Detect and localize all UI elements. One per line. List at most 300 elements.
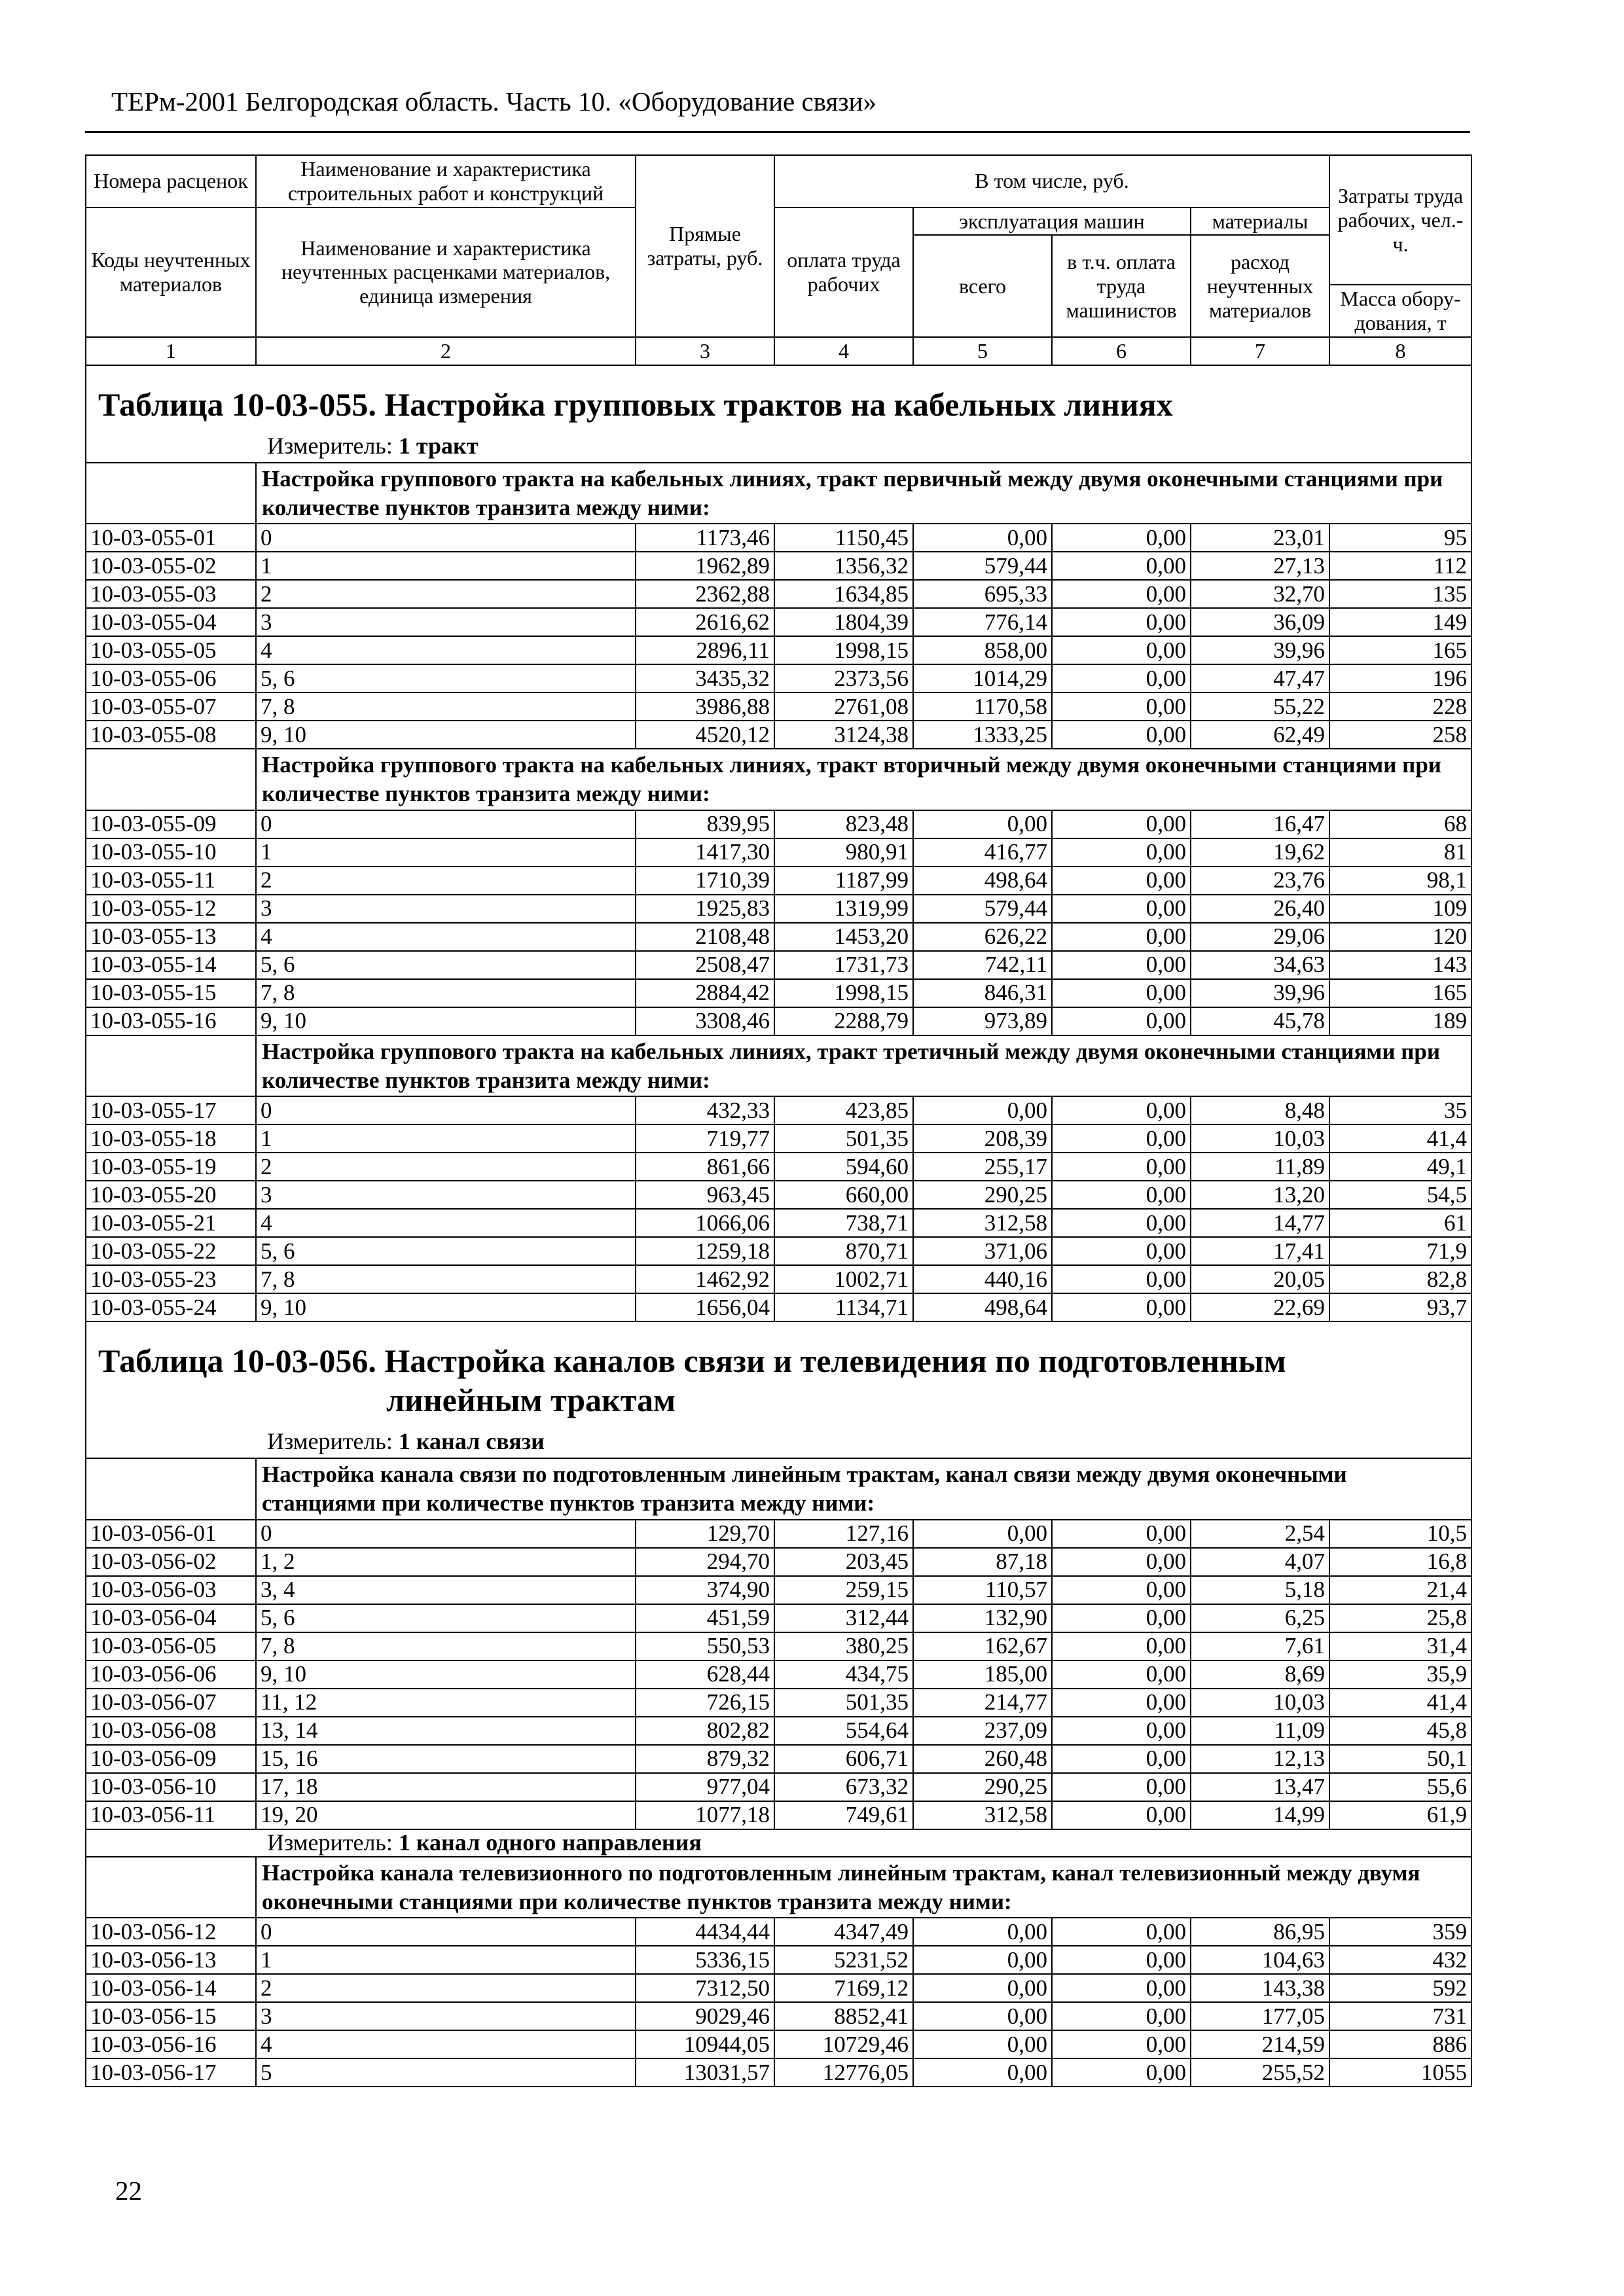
cell-machines-total: 579,44 bbox=[913, 895, 1052, 923]
table-title-line2: линейным трактам bbox=[386, 1382, 676, 1419]
cell-materials: 14,77 bbox=[1191, 1209, 1329, 1237]
section-heading: Настройка группового тракта на кабельных линиях, тракт вторичный между двумя оконечными станциями при количестве пунктов транзита между ними: bbox=[256, 749, 1471, 810]
col3-header: Прямые затраты, руб. bbox=[636, 155, 774, 337]
cell-materials: 13,47 bbox=[1191, 1773, 1329, 1801]
cell-machinist-pay: 0,00 bbox=[1052, 1153, 1191, 1181]
cell-materials: 47,47 bbox=[1191, 664, 1329, 692]
cell-direct-costs: 977,04 bbox=[636, 1773, 774, 1801]
cell-machines-total: 579,44 bbox=[913, 552, 1052, 580]
cell-machinist-pay: 0,00 bbox=[1052, 1007, 1191, 1035]
cell-rate-code: 10-03-056-14 bbox=[86, 1974, 256, 2002]
cell-labor-pay: 1319,99 bbox=[774, 895, 913, 923]
cell-labor-pay: 127,16 bbox=[774, 1520, 913, 1548]
cell-rate-code: 10-03-055-09 bbox=[86, 810, 256, 838]
cell-rate-code: 10-03-055-01 bbox=[86, 524, 256, 552]
section-heading: Настройка группового тракта на кабельных линиях, тракт третичный между двумя оконечными станциями при количестве пунктов транзита между ними: bbox=[256, 1035, 1471, 1097]
cell-machinist-pay: 0,00 bbox=[1052, 810, 1191, 838]
col2-header-top: Наименование и характеристика строительных работ и конструкций bbox=[256, 155, 636, 207]
col1-header-bottom: Коды неучтенных материалов bbox=[86, 207, 256, 337]
cell-rate-code: 10-03-055-08 bbox=[86, 721, 256, 749]
table-row bbox=[86, 1689, 1471, 1717]
cell-rate-code: 10-03-055-12 bbox=[86, 895, 256, 923]
cell-materials: 39,96 bbox=[1191, 636, 1329, 664]
cell-labor-pay: 673,32 bbox=[774, 1773, 913, 1801]
measure-value: 1 тракт bbox=[398, 432, 478, 459]
cell-labor-pay: 380,25 bbox=[774, 1632, 913, 1660]
cell-materials: 7,61 bbox=[1191, 1632, 1329, 1660]
section-heading: Настройка канала связи по подготовленным линейным трактам, канал связи между двумя оконечными станциями при количестве пунктов транзита между ними: bbox=[256, 1458, 1471, 1520]
col6-header: в т.ч. оплата труда машинистов bbox=[1052, 235, 1191, 337]
cell-labor-pay: 7169,12 bbox=[774, 1974, 913, 2002]
cell-labor-pay: 501,35 bbox=[774, 1124, 913, 1153]
cell-labor-pay: 749,61 bbox=[774, 1801, 913, 1829]
cell-machinist-pay: 0,00 bbox=[1052, 1632, 1191, 1660]
col-number: 6 bbox=[1052, 337, 1191, 365]
cell-rate-code: 10-03-056-17 bbox=[86, 2058, 256, 2087]
cell-direct-costs: 861,66 bbox=[636, 1153, 774, 1181]
cell-labor-hours: 55,6 bbox=[1329, 1773, 1471, 1801]
cell-transit-points: 5, 6 bbox=[256, 1237, 636, 1265]
cell-direct-costs: 2884,42 bbox=[636, 979, 774, 1007]
cell-labor-hours: 41,4 bbox=[1329, 1689, 1471, 1717]
table-row bbox=[86, 1576, 1471, 1604]
table-row bbox=[86, 810, 1471, 838]
col-number: 7 bbox=[1191, 337, 1329, 365]
table-row bbox=[86, 1801, 1471, 1829]
cell-rate-code: 10-03-056-01 bbox=[86, 1520, 256, 1548]
cell-direct-costs: 4520,12 bbox=[636, 721, 774, 749]
cell-materials: 19,62 bbox=[1191, 838, 1329, 867]
cell-machines-total: 0,00 bbox=[913, 2058, 1052, 2087]
cell-transit-points: 9, 10 bbox=[256, 1007, 636, 1035]
section-blank bbox=[86, 1035, 256, 1097]
cell-labor-pay: 1356,32 bbox=[774, 552, 913, 580]
cell-direct-costs: 1962,89 bbox=[636, 552, 774, 580]
section-blank bbox=[86, 1857, 256, 1918]
cell-labor-pay: 5231,52 bbox=[774, 1946, 913, 1974]
cell-transit-points: 2 bbox=[256, 1153, 636, 1181]
table-row bbox=[86, 1520, 1471, 1548]
cell-rate-code: 10-03-056-02 bbox=[86, 1548, 256, 1576]
measure-value: 1 канал одного направления bbox=[398, 1829, 702, 1856]
cell-transit-points: 4 bbox=[256, 923, 636, 951]
cell-materials: 2,54 bbox=[1191, 1520, 1329, 1548]
cell-machinist-pay: 0,00 bbox=[1052, 524, 1191, 552]
table-row bbox=[86, 664, 1471, 692]
cell-labor-pay: 10729,46 bbox=[774, 2030, 913, 2058]
cell-labor-pay: 870,71 bbox=[774, 1237, 913, 1265]
cell-materials: 23,76 bbox=[1191, 867, 1329, 895]
cell-labor-pay: 1634,85 bbox=[774, 580, 913, 608]
section-blank bbox=[86, 749, 256, 810]
cell-machinist-pay: 0,00 bbox=[1052, 1520, 1191, 1548]
cell-labor-hours: 886 bbox=[1329, 2030, 1471, 2058]
table-row bbox=[86, 1209, 1471, 1237]
table-row bbox=[86, 1153, 1471, 1181]
cell-direct-costs: 1173,46 bbox=[636, 524, 774, 552]
cell-labor-hours: 149 bbox=[1329, 608, 1471, 636]
cell-rate-code: 10-03-056-15 bbox=[86, 2002, 256, 2030]
cell-labor-pay: 203,45 bbox=[774, 1548, 913, 1576]
cell-labor-hours: 35,9 bbox=[1329, 1660, 1471, 1689]
cell-rate-code: 10-03-055-14 bbox=[86, 951, 256, 979]
cell-labor-pay: 660,00 bbox=[774, 1181, 913, 1209]
cell-rate-code: 10-03-055-20 bbox=[86, 1181, 256, 1209]
cell-labor-pay: 980,91 bbox=[774, 838, 913, 867]
cell-rate-code: 10-03-055-06 bbox=[86, 664, 256, 692]
cell-transit-points: 2 bbox=[256, 867, 636, 895]
measure-cell bbox=[86, 424, 1471, 463]
cell-labor-hours: 135 bbox=[1329, 580, 1471, 608]
col8-header-bottom: Масса обору-дования, т bbox=[1329, 285, 1471, 337]
cell-labor-pay: 2373,56 bbox=[774, 664, 913, 692]
cell-machines-total: 742,11 bbox=[913, 951, 1052, 979]
cell-materials: 10,03 bbox=[1191, 1689, 1329, 1717]
cell-direct-costs: 1417,30 bbox=[636, 838, 774, 867]
cell-machines-total: 162,67 bbox=[913, 1632, 1052, 1660]
cell-machinist-pay: 0,00 bbox=[1052, 1209, 1191, 1237]
cell-machinist-pay: 0,00 bbox=[1052, 1265, 1191, 1293]
cell-machines-total: 290,25 bbox=[913, 1773, 1052, 1801]
table-row bbox=[86, 867, 1471, 895]
cell-labor-hours: 258 bbox=[1329, 721, 1471, 749]
cell-labor-hours: 196 bbox=[1329, 664, 1471, 692]
table-row bbox=[86, 1745, 1471, 1773]
cell-labor-pay: 2288,79 bbox=[774, 1007, 913, 1035]
cell-labor-pay: 4347,49 bbox=[774, 1918, 913, 1946]
col-number: 5 bbox=[913, 337, 1052, 365]
cell-rate-code: 10-03-055-16 bbox=[86, 1007, 256, 1035]
table-row bbox=[86, 1632, 1471, 1660]
cell-materials: 45,78 bbox=[1191, 1007, 1329, 1035]
page-number: 22 bbox=[115, 2176, 142, 2206]
table-row bbox=[86, 1604, 1471, 1632]
section-blank bbox=[86, 463, 256, 524]
cell-labor-hours: 109 bbox=[1329, 895, 1471, 923]
cell-transit-points: 17, 18 bbox=[256, 1773, 636, 1801]
cell-transit-points: 9, 10 bbox=[256, 1660, 636, 1689]
cell-transit-points: 2 bbox=[256, 1974, 636, 2002]
cell-labor-hours: 61 bbox=[1329, 1209, 1471, 1237]
cell-transit-points: 0 bbox=[256, 524, 636, 552]
table-row bbox=[86, 2058, 1471, 2087]
table-row bbox=[86, 838, 1471, 867]
table-row bbox=[86, 721, 1471, 749]
cell-labor-pay: 434,75 bbox=[774, 1660, 913, 1689]
cell-transit-points: 3 bbox=[256, 1181, 636, 1209]
cell-labor-pay: 554,64 bbox=[774, 1717, 913, 1745]
cell-transit-points: 19, 20 bbox=[256, 1801, 636, 1829]
col-number: 3 bbox=[636, 337, 774, 365]
col1-header-top: Номера расценок bbox=[86, 155, 256, 207]
cell-labor-hours: 93,7 bbox=[1329, 1293, 1471, 1321]
cell-transit-points: 0 bbox=[256, 1918, 636, 1946]
cell-machinist-pay: 0,00 bbox=[1052, 1918, 1191, 1946]
cell-transit-points: 1 bbox=[256, 838, 636, 867]
cell-machinist-pay: 0,00 bbox=[1052, 721, 1191, 749]
cell-direct-costs: 726,15 bbox=[636, 1689, 774, 1717]
table-row bbox=[86, 2030, 1471, 2058]
cell-machinist-pay: 0,00 bbox=[1052, 608, 1191, 636]
cell-machinist-pay: 0,00 bbox=[1052, 838, 1191, 867]
cell-machinist-pay: 0,00 bbox=[1052, 1237, 1191, 1265]
col4-header: оплата труда рабочих bbox=[774, 207, 913, 337]
cell-materials: 6,25 bbox=[1191, 1604, 1329, 1632]
cell-machines-total: 208,39 bbox=[913, 1124, 1052, 1153]
table-row bbox=[86, 692, 1471, 721]
cell-machines-total: 1170,58 bbox=[913, 692, 1052, 721]
cell-machines-total: 371,06 bbox=[913, 1237, 1052, 1265]
cell-direct-costs: 129,70 bbox=[636, 1520, 774, 1548]
table-row bbox=[86, 636, 1471, 664]
cell-materials: 32,70 bbox=[1191, 580, 1329, 608]
cell-machines-total: 0,00 bbox=[913, 1096, 1052, 1124]
cell-materials: 20,05 bbox=[1191, 1265, 1329, 1293]
cell-rate-code: 10-03-055-04 bbox=[86, 608, 256, 636]
cell-labor-pay: 1134,71 bbox=[774, 1293, 913, 1321]
table-row bbox=[86, 979, 1471, 1007]
cell-labor-hours: 21,4 bbox=[1329, 1576, 1471, 1604]
group-header: В том числе, руб. bbox=[774, 155, 1329, 207]
cell-machinist-pay: 0,00 bbox=[1052, 895, 1191, 923]
cell-labor-hours: 50,1 bbox=[1329, 1745, 1471, 1773]
cell-labor-hours: 68 bbox=[1329, 810, 1471, 838]
cell-transit-points: 1, 2 bbox=[256, 1548, 636, 1576]
cell-direct-costs: 374,90 bbox=[636, 1576, 774, 1604]
cell-transit-points: 7, 8 bbox=[256, 1265, 636, 1293]
cell-direct-costs: 1259,18 bbox=[636, 1237, 774, 1265]
cell-machines-total: 0,00 bbox=[913, 2002, 1052, 2030]
cell-direct-costs: 2108,48 bbox=[636, 923, 774, 951]
cell-machines-total: 312,58 bbox=[913, 1209, 1052, 1237]
cell-labor-hours: 143 bbox=[1329, 951, 1471, 979]
cell-rate-code: 10-03-056-11 bbox=[86, 1801, 256, 1829]
cell-rate-code: 10-03-056-16 bbox=[86, 2030, 256, 2058]
table-row bbox=[86, 1773, 1471, 1801]
cell-machines-total: 1333,25 bbox=[913, 721, 1052, 749]
cell-materials: 16,47 bbox=[1191, 810, 1329, 838]
cell-materials: 22,69 bbox=[1191, 1293, 1329, 1321]
cell-rate-code: 10-03-055-23 bbox=[86, 1265, 256, 1293]
cell-materials: 255,52 bbox=[1191, 2058, 1329, 2087]
cell-direct-costs: 9029,46 bbox=[636, 2002, 774, 2030]
cell-transit-points: 1 bbox=[256, 1124, 636, 1153]
cell-labor-pay: 312,44 bbox=[774, 1604, 913, 1632]
cell-materials: 104,63 bbox=[1191, 1946, 1329, 1974]
machines-header: эксплуатация машин bbox=[913, 207, 1191, 236]
cell-rate-code: 10-03-055-22 bbox=[86, 1237, 256, 1265]
cell-direct-costs: 4434,44 bbox=[636, 1918, 774, 1946]
table-row bbox=[86, 2002, 1471, 2030]
cell-materials: 13,20 bbox=[1191, 1181, 1329, 1209]
col5-header: всего bbox=[913, 235, 1052, 337]
cell-machinist-pay: 0,00 bbox=[1052, 1124, 1191, 1153]
cell-labor-hours: 16,8 bbox=[1329, 1548, 1471, 1576]
cell-labor-hours: 432 bbox=[1329, 1946, 1471, 1974]
cell-labor-pay: 1804,39 bbox=[774, 608, 913, 636]
cell-direct-costs: 3435,32 bbox=[636, 664, 774, 692]
cell-transit-points: 0 bbox=[256, 1520, 636, 1548]
cell-rate-code: 10-03-055-17 bbox=[86, 1096, 256, 1124]
cell-transit-points: 5, 6 bbox=[256, 664, 636, 692]
cell-machines-total: 255,17 bbox=[913, 1153, 1052, 1181]
table-row bbox=[86, 1237, 1471, 1265]
cell-rate-code: 10-03-056-08 bbox=[86, 1717, 256, 1745]
cell-materials: 86,95 bbox=[1191, 1918, 1329, 1946]
spacer bbox=[86, 1321, 1471, 1341]
cell-rate-code: 10-03-056-12 bbox=[86, 1918, 256, 1946]
cell-rate-code: 10-03-055-13 bbox=[86, 923, 256, 951]
cell-machines-total: 110,57 bbox=[913, 1576, 1052, 1604]
cell-machinist-pay: 0,00 bbox=[1052, 1293, 1191, 1321]
col2-header-bottom: Наименование и характеристика неучтенных расценками материалов, единица измерения bbox=[256, 207, 636, 337]
cell-materials: 26,40 bbox=[1191, 895, 1329, 923]
cell-labor-hours: 112 bbox=[1329, 552, 1471, 580]
cell-labor-hours: 45,8 bbox=[1329, 1717, 1471, 1745]
cell-labor-pay: 12776,05 bbox=[774, 2058, 913, 2087]
cell-machines-total: 237,09 bbox=[913, 1717, 1052, 1745]
cell-direct-costs: 719,77 bbox=[636, 1124, 774, 1153]
table-title: Таблица 10-03-056. Настройка каналов связи и телевидения по подготовленным bbox=[98, 1342, 1286, 1380]
cell-machinist-pay: 0,00 bbox=[1052, 1576, 1191, 1604]
cell-labor-pay: 1187,99 bbox=[774, 867, 913, 895]
cell-transit-points: 13, 14 bbox=[256, 1717, 636, 1745]
table-row bbox=[86, 1974, 1471, 2002]
cell-rate-code: 10-03-055-24 bbox=[86, 1293, 256, 1321]
cell-labor-hours: 189 bbox=[1329, 1007, 1471, 1035]
cell-labor-hours: 120 bbox=[1329, 923, 1471, 951]
cell-labor-hours: 54,5 bbox=[1329, 1181, 1471, 1209]
cell-transit-points: 0 bbox=[256, 1096, 636, 1124]
cell-machines-total: 87,18 bbox=[913, 1548, 1052, 1576]
cell-machinist-pay: 0,00 bbox=[1052, 951, 1191, 979]
cell-labor-pay: 423,85 bbox=[774, 1096, 913, 1124]
cell-materials: 23,01 bbox=[1191, 524, 1329, 552]
table-row bbox=[86, 1007, 1471, 1035]
cell-labor-hours: 731 bbox=[1329, 2002, 1471, 2030]
col-number: 4 bbox=[774, 337, 913, 365]
cell-machines-total: 0,00 bbox=[913, 1974, 1052, 2002]
cell-machinist-pay: 0,00 bbox=[1052, 1096, 1191, 1124]
measure-label: Измеритель: bbox=[267, 1829, 399, 1856]
table-row bbox=[86, 951, 1471, 979]
measure-cell bbox=[86, 1829, 1471, 1857]
header-rule bbox=[85, 131, 1470, 133]
cell-transit-points: 3 bbox=[256, 608, 636, 636]
cell-machinist-pay: 0,00 bbox=[1052, 1604, 1191, 1632]
table-row bbox=[86, 1548, 1471, 1576]
table-title: Таблица 10-03-055. Настройка групповых трактов на кабельных линиях bbox=[98, 386, 1173, 423]
cell-transit-points: 15, 16 bbox=[256, 1745, 636, 1773]
table-row bbox=[86, 1918, 1471, 1946]
cell-rate-code: 10-03-055-19 bbox=[86, 1153, 256, 1181]
cell-machinist-pay: 0,00 bbox=[1052, 2002, 1191, 2030]
table-body bbox=[86, 365, 1471, 2087]
price-table bbox=[85, 154, 1472, 2087]
cell-labor-hours: 82,8 bbox=[1329, 1265, 1471, 1293]
cell-labor-pay: 1998,15 bbox=[774, 979, 913, 1007]
cell-rate-code: 10-03-056-10 bbox=[86, 1773, 256, 1801]
cell-machinist-pay: 0,00 bbox=[1052, 1548, 1191, 1576]
cell-transit-points: 7, 8 bbox=[256, 692, 636, 721]
cell-transit-points: 0 bbox=[256, 810, 636, 838]
cell-rate-code: 10-03-055-15 bbox=[86, 979, 256, 1007]
table-row bbox=[86, 608, 1471, 636]
cell-machinist-pay: 0,00 bbox=[1052, 867, 1191, 895]
cell-labor-pay: 823,48 bbox=[774, 810, 913, 838]
cell-direct-costs: 1462,92 bbox=[636, 1265, 774, 1293]
cell-labor-hours: 71,9 bbox=[1329, 1237, 1471, 1265]
cell-machines-total: 260,48 bbox=[913, 1745, 1052, 1773]
cell-materials: 4,07 bbox=[1191, 1548, 1329, 1576]
cell-transit-points: 11, 12 bbox=[256, 1689, 636, 1717]
col-number: 1 bbox=[86, 337, 256, 365]
cell-labor-pay: 501,35 bbox=[774, 1689, 913, 1717]
cell-machines-total: 416,77 bbox=[913, 838, 1052, 867]
table-row bbox=[86, 524, 1471, 552]
cell-labor-pay: 1150,45 bbox=[774, 524, 913, 552]
cell-rate-code: 10-03-055-21 bbox=[86, 1209, 256, 1237]
cell-direct-costs: 432,33 bbox=[636, 1096, 774, 1124]
cell-rate-code: 10-03-056-13 bbox=[86, 1946, 256, 1974]
cell-labor-pay: 1998,15 bbox=[774, 636, 913, 664]
cell-rate-code: 10-03-056-04 bbox=[86, 1604, 256, 1632]
cell-machines-total: 846,31 bbox=[913, 979, 1052, 1007]
table-row bbox=[86, 1293, 1471, 1321]
cell-transit-points: 2 bbox=[256, 580, 636, 608]
cell-materials: 14,99 bbox=[1191, 1801, 1329, 1829]
materials-header: материалы bbox=[1191, 207, 1329, 236]
cell-machinist-pay: 0,00 bbox=[1052, 1181, 1191, 1209]
cell-machinist-pay: 0,00 bbox=[1052, 1689, 1191, 1717]
cell-machines-total: 0,00 bbox=[913, 1520, 1052, 1548]
cell-rate-code: 10-03-056-06 bbox=[86, 1660, 256, 1689]
cell-labor-pay: 1731,73 bbox=[774, 951, 913, 979]
cell-labor-hours: 592 bbox=[1329, 1974, 1471, 2002]
cell-rate-code: 10-03-056-03 bbox=[86, 1576, 256, 1604]
table-row bbox=[86, 895, 1471, 923]
cell-machinist-pay: 0,00 bbox=[1052, 923, 1191, 951]
cell-machinist-pay: 0,00 bbox=[1052, 1946, 1191, 1974]
cell-machinist-pay: 0,00 bbox=[1052, 1660, 1191, 1689]
table-row bbox=[86, 1124, 1471, 1153]
cell-direct-costs: 1066,06 bbox=[636, 1209, 774, 1237]
cell-machines-total: 0,00 bbox=[913, 1946, 1052, 1974]
cell-direct-costs: 1656,04 bbox=[636, 1293, 774, 1321]
cell-materials: 10,03 bbox=[1191, 1124, 1329, 1153]
cell-transit-points: 5 bbox=[256, 2058, 636, 2087]
section-blank bbox=[86, 1458, 256, 1520]
cell-materials: 214,59 bbox=[1191, 2030, 1329, 2058]
cell-machinist-pay: 0,00 bbox=[1052, 664, 1191, 692]
cell-transit-points: 4 bbox=[256, 1209, 636, 1237]
cell-transit-points: 9, 10 bbox=[256, 1293, 636, 1321]
cell-labor-hours: 35 bbox=[1329, 1096, 1471, 1124]
cell-direct-costs: 3986,88 bbox=[636, 692, 774, 721]
cell-machines-total: 214,77 bbox=[913, 1689, 1052, 1717]
measure-label: Измеритель: bbox=[267, 432, 399, 459]
cell-labor-pay: 259,15 bbox=[774, 1576, 913, 1604]
cell-machinist-pay: 0,00 bbox=[1052, 2030, 1191, 2058]
table-title-cell bbox=[86, 1341, 1471, 1420]
section-heading: Настройка канала телевизионного по подготовленным линейным трактам, канал телевизионный между двумя оконечными станциями при количестве пунктов транзита между ними: bbox=[256, 1857, 1471, 1918]
cell-labor-hours: 1055 bbox=[1329, 2058, 1471, 2087]
cell-labor-hours: 359 bbox=[1329, 1918, 1471, 1946]
spacer bbox=[86, 365, 1471, 385]
cell-machines-total: 0,00 bbox=[913, 2030, 1052, 2058]
cell-transit-points: 5, 6 bbox=[256, 951, 636, 979]
cell-transit-points: 3, 4 bbox=[256, 1576, 636, 1604]
